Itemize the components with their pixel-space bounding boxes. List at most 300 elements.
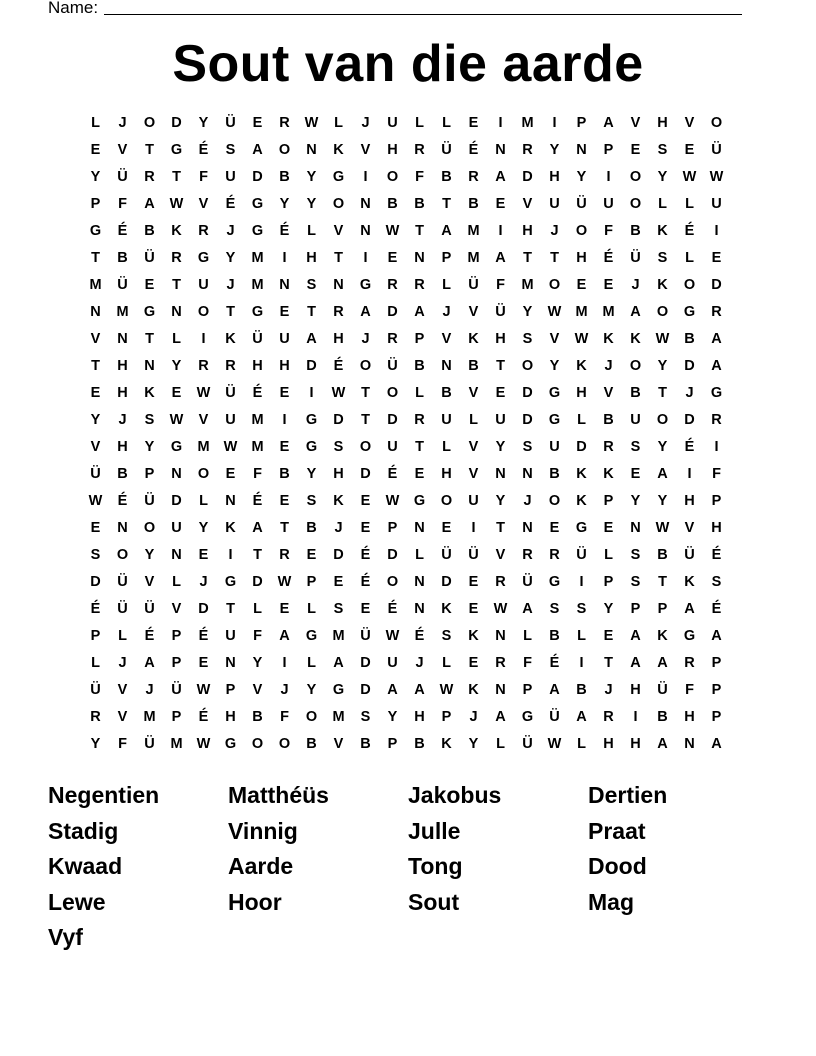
grid-cell: W [574, 331, 589, 347]
grid-cell: L [442, 655, 451, 671]
grid-cell: J [685, 385, 694, 401]
grid-cell: I [687, 466, 692, 482]
grid-cell: G [521, 709, 534, 725]
grid-cell: H [630, 682, 641, 698]
grid-cell: V [198, 412, 209, 428]
grid-cell: G [224, 736, 237, 752]
grid-cell: F [118, 196, 127, 212]
grid-cell: A [306, 331, 317, 347]
grid-cell: D [441, 574, 452, 590]
grid-cell: O [197, 466, 210, 482]
grid-cell: R [684, 655, 695, 671]
grid-cell: É [468, 142, 479, 158]
grid-cell: T [280, 520, 289, 536]
grid-cell: H [630, 736, 641, 752]
grid-cell: B [117, 250, 128, 266]
grid-cell: P [576, 115, 587, 131]
grid-cell: Y [90, 412, 101, 428]
grid-cell: Ü [90, 682, 101, 698]
grid-cell: V [630, 115, 641, 131]
grid-cell: Ü [90, 466, 101, 482]
grid-cell: E [90, 520, 101, 536]
grid-cell: E [711, 250, 722, 266]
grid-cell: É [360, 547, 371, 563]
grid-cell: B [144, 223, 155, 239]
grid-cell: A [549, 682, 560, 698]
name-underline [104, 14, 742, 15]
grid-cell: I [579, 655, 584, 671]
grid-cell: P [387, 736, 398, 752]
grid-cell: A [711, 331, 722, 347]
grid-cell: A [630, 304, 641, 320]
grid-cell: Y [495, 493, 506, 509]
grid-cell: T [658, 574, 667, 590]
grid-cell: O [548, 277, 561, 293]
grid-cell: O [629, 196, 642, 212]
grid-cell: R [387, 277, 398, 293]
grid-cell: A [711, 628, 722, 644]
grid-cell: T [145, 331, 154, 347]
grid-cell: Ü [522, 736, 533, 752]
grid-cell: D [252, 574, 263, 590]
grid-cell: I [498, 223, 503, 239]
grid-cell: B [549, 466, 560, 482]
grid-cell: I [633, 709, 638, 725]
grid-cell: M [116, 304, 129, 320]
grid-cell: K [468, 682, 479, 698]
grid-cell: É [252, 385, 263, 401]
grid-cell: N [279, 277, 290, 293]
grid-cell: D [576, 439, 587, 455]
grid-cell: J [631, 277, 640, 293]
grid-cell: É [387, 601, 398, 617]
grid-cell: L [442, 439, 451, 455]
grid-cell: U [225, 169, 236, 185]
grid-row [82, 677, 730, 704]
grid-cell: K [603, 331, 614, 347]
grid-cell: Y [144, 439, 155, 455]
grid-cell: D [360, 466, 371, 482]
grid-row [82, 434, 730, 461]
grid-cell: Ü [630, 250, 641, 266]
grid-cell: N [630, 520, 641, 536]
grid-cell: U [549, 196, 560, 212]
grid-cell: G [575, 520, 588, 536]
grid-cell: Ü [144, 601, 155, 617]
grid-cell: K [657, 277, 668, 293]
grid-cell: G [170, 142, 183, 158]
grid-cell: K [225, 520, 236, 536]
grid-cell: E [414, 466, 425, 482]
grid-cell: N [414, 574, 425, 590]
grid-cell: P [522, 682, 533, 698]
grid-cell: F [253, 628, 262, 644]
grid-cell: N [522, 466, 533, 482]
grid-cell: W [196, 385, 211, 401]
grid-cell: T [496, 358, 505, 374]
word-list-item: Hoor [228, 888, 282, 915]
grid-cell: H [441, 466, 452, 482]
grid-cell: E [387, 250, 398, 266]
word-list-item: Negentien [48, 782, 160, 808]
grid-cell: J [118, 655, 127, 671]
grid-cell: M [467, 223, 480, 239]
grid-cell: K [576, 493, 587, 509]
grid-cell: S [657, 142, 668, 158]
grid-cell: N [144, 358, 155, 374]
grid-cell: L [658, 196, 667, 212]
grid-cell: L [685, 196, 694, 212]
grid-cell: G [332, 169, 345, 185]
grid-cell: O [656, 304, 669, 320]
grid-cell: E [684, 142, 695, 158]
grid-cell: M [467, 250, 480, 266]
grid-cell: P [603, 493, 614, 509]
grid-cell: D [387, 547, 398, 563]
word-list-item: Sout [408, 888, 460, 915]
grid-row [82, 515, 730, 542]
grid-cell: S [522, 439, 533, 455]
grid-cell: Ü [468, 547, 479, 563]
grid-cell: V [468, 439, 479, 455]
grid-cell: P [90, 196, 101, 212]
grid-cell: K [468, 628, 479, 644]
grid-cell: W [547, 304, 562, 320]
grid-cell: G [548, 574, 561, 590]
grid-cell: Y [657, 439, 668, 455]
grid-cell: L [415, 547, 424, 563]
grid-cell: U [387, 439, 398, 455]
grid-cell: S [333, 439, 344, 455]
grid-cell: O [656, 412, 669, 428]
grid-row [82, 164, 730, 191]
grid-cell: M [521, 115, 534, 131]
grid-cell: W [655, 331, 670, 347]
grid-cell: O [116, 547, 129, 563]
grid-cell: Y [387, 709, 398, 725]
grid-cell: V [333, 736, 344, 752]
grid-cell: N [90, 304, 101, 320]
grid-cell: R [387, 331, 398, 347]
grid-cell: P [441, 709, 452, 725]
grid-cell: K [576, 466, 587, 482]
grid-cell: O [143, 520, 156, 536]
grid-cell: H [306, 250, 317, 266]
grid-cell: É [144, 628, 155, 644]
grid-cell: J [361, 115, 370, 131]
grid-cell: Y [306, 466, 317, 482]
grid-cell: H [657, 115, 668, 131]
grid-cell: H [711, 520, 722, 536]
grid-cell: L [253, 601, 262, 617]
grid-cell: F [496, 277, 505, 293]
grid-cell: Ü [657, 682, 668, 698]
grid-cell: L [172, 331, 181, 347]
grid-cell: F [415, 169, 424, 185]
grid-cell: U [279, 331, 290, 347]
grid-row [82, 569, 730, 596]
grid-cell: R [522, 142, 533, 158]
grid-cell: D [522, 169, 533, 185]
grid-cell: V [495, 547, 506, 563]
grid-cell: A [495, 709, 506, 725]
grid-cell: B [603, 412, 614, 428]
grid-cell: É [225, 196, 236, 212]
grid-row [82, 650, 730, 677]
grid-cell: P [711, 493, 722, 509]
grid-cell: N [360, 196, 371, 212]
grid-cell: V [549, 331, 560, 347]
grid-cell: P [711, 682, 722, 698]
grid-cell: N [441, 358, 452, 374]
grid-cell: J [604, 682, 613, 698]
grid-cell: Ü [144, 736, 155, 752]
grid-cell: T [307, 304, 316, 320]
grid-cell: R [279, 115, 290, 131]
grid-cell: W [655, 520, 670, 536]
grid-cell: A [144, 196, 155, 212]
grid-cell: A [657, 655, 668, 671]
grid-cell: E [360, 520, 371, 536]
grid-cell: U [387, 115, 398, 131]
grid-cell: E [630, 142, 641, 158]
grid-cell: R [414, 142, 425, 158]
grid-cell: P [171, 655, 182, 671]
grid-cell: Ü [252, 331, 263, 347]
grid-cell: G [224, 574, 237, 590]
grid-cell: F [523, 655, 532, 671]
grid-cell: L [334, 115, 343, 131]
grid-cell: É [90, 601, 101, 617]
grid-row [82, 623, 730, 650]
grid-cell: R [549, 547, 560, 563]
grid-cell: E [468, 601, 479, 617]
grid-cell: S [360, 709, 371, 725]
grid-cell: O [359, 358, 372, 374]
grid-cell: H [225, 709, 236, 725]
grid-cell: W [682, 169, 697, 185]
grid-cell: V [603, 385, 614, 401]
grid-cell: E [225, 466, 236, 482]
grid-cell: S [522, 331, 533, 347]
grid-cell: F [604, 223, 613, 239]
grid-cell: F [280, 709, 289, 725]
grid-cell: E [279, 304, 290, 320]
grid-cell: G [548, 385, 561, 401]
grid-cell: H [522, 223, 533, 239]
grid-cell: U [387, 655, 398, 671]
grid-cell: A [279, 628, 290, 644]
grid-cell: S [630, 574, 641, 590]
grid-cell: N [171, 304, 182, 320]
grid-cell: Y [657, 493, 668, 509]
grid-cell: O [278, 142, 291, 158]
grid-cell: S [630, 439, 641, 455]
grid-cell: E [576, 277, 587, 293]
grid-cell: U [225, 412, 236, 428]
grid-cell: N [495, 682, 506, 698]
grid-cell: Ü [117, 601, 128, 617]
grid-cell: Ü [711, 142, 722, 158]
grid-cell: N [414, 601, 425, 617]
grid-cell: H [333, 331, 344, 347]
grid-cell: A [684, 601, 695, 617]
grid-cell: G [683, 304, 696, 320]
grid-cell: P [387, 520, 398, 536]
grid-cell: R [495, 574, 506, 590]
grid-cell: K [441, 601, 452, 617]
grid-cell: K [603, 466, 614, 482]
grid-row [82, 110, 730, 137]
grid-cell: O [359, 439, 372, 455]
grid-cell: O [386, 574, 399, 590]
grid-cell: V [198, 196, 209, 212]
grid-cell: Ü [441, 547, 452, 563]
grid-cell: U [603, 196, 614, 212]
grid-cell: P [90, 628, 101, 644]
grid-cell: H [495, 331, 506, 347]
grid-cell: N [360, 223, 371, 239]
grid-cell: N [225, 655, 236, 671]
grid-cell: V [441, 331, 452, 347]
grid-cell: A [522, 601, 533, 617]
grid-cell: D [387, 304, 398, 320]
grid-cell: M [197, 439, 210, 455]
grid-cell: V [252, 682, 263, 698]
grid-cell: L [307, 655, 316, 671]
grid-cell: B [630, 385, 641, 401]
grid-cell: I [363, 250, 368, 266]
grid-cell: R [279, 547, 290, 563]
grid-cell: N [684, 736, 695, 752]
word-list-item: Vinnig [228, 817, 298, 844]
grid-cell: E [603, 520, 614, 536]
grid-cell: B [549, 628, 560, 644]
word-list-item: Julle [408, 817, 461, 844]
grid-cell: B [252, 709, 263, 725]
grid-cell: N [306, 142, 317, 158]
grid-cell: G [548, 412, 561, 428]
grid-cell: T [442, 196, 451, 212]
word-list [48, 778, 768, 956]
grid-cell: J [415, 655, 424, 671]
grid-cell: L [685, 250, 694, 266]
word-list-item: Jakobus [408, 782, 502, 808]
grid-cell: J [361, 331, 370, 347]
grid-cell: A [630, 655, 641, 671]
grid-cell: I [363, 169, 368, 185]
grid-cell: K [468, 331, 479, 347]
grid-cell: P [603, 574, 614, 590]
grid-cell: N [495, 628, 506, 644]
grid-row [82, 380, 730, 407]
grid-cell: B [468, 358, 479, 374]
grid-cell: Y [90, 736, 101, 752]
grid-cell: B [414, 358, 425, 374]
grid-cell: Ü [144, 250, 155, 266]
grid-cell: W [169, 412, 184, 428]
grid-cell: S [441, 628, 452, 644]
grid-cell: O [197, 304, 210, 320]
grid-cell: É [360, 574, 371, 590]
grid-cell: É [684, 223, 695, 239]
grid-cell: B [441, 169, 452, 185]
grid-cell: T [334, 250, 343, 266]
grid-cell: V [117, 709, 128, 725]
grid-cell: A [630, 628, 641, 644]
word-list-item: Vyf [48, 924, 83, 950]
grid-cell: H [576, 250, 587, 266]
grid-cell: E [171, 385, 182, 401]
grid-cell: A [387, 682, 398, 698]
grid-cell: É [711, 601, 722, 617]
grid-cell: I [579, 574, 584, 590]
grid-cell: Y [198, 115, 209, 131]
word-list-item: Kwaad [48, 853, 123, 879]
grid-cell: N [576, 142, 587, 158]
grid-cell: S [549, 601, 560, 617]
grid-cell: N [225, 493, 236, 509]
grid-cell: Y [657, 358, 668, 374]
grid-cell: A [603, 115, 614, 131]
grid-cell: I [714, 439, 719, 455]
grid-cell: D [306, 358, 317, 374]
grid-cell: E [333, 574, 344, 590]
grid-cell: W [331, 385, 346, 401]
grid-cell: O [629, 169, 642, 185]
grid-cell: I [498, 115, 503, 131]
grid-cell: W [439, 682, 454, 698]
grid-row [82, 137, 730, 164]
grid-cell: M [332, 709, 345, 725]
grid-cell: É [198, 628, 209, 644]
grid-cell: P [144, 466, 155, 482]
grid-cell: D [198, 601, 209, 617]
grid-cell: P [225, 682, 236, 698]
grid-cell: Y [576, 169, 587, 185]
grid-cell: A [414, 682, 425, 698]
grid-cell: Y [198, 520, 209, 536]
grid-cell: Ü [576, 547, 587, 563]
grid-cell: E [360, 601, 371, 617]
grid-cell: L [469, 412, 478, 428]
grid-cell: G [683, 628, 696, 644]
grid-cell: F [118, 736, 127, 752]
grid-cell: R [171, 250, 182, 266]
grid-cell: G [143, 304, 156, 320]
grid-cell: S [306, 493, 317, 509]
grid-cell: U [225, 628, 236, 644]
grid-cell: O [386, 169, 399, 185]
grid-cell: É [198, 709, 209, 725]
grid-cell: B [414, 196, 425, 212]
grid-cell: W [169, 196, 184, 212]
word-list-item: Aarde [228, 853, 294, 879]
grid-cell: L [577, 412, 586, 428]
grid-cell: U [630, 412, 641, 428]
grid-cell: P [306, 574, 317, 590]
grid-cell: O [521, 358, 534, 374]
grid-cell: Y [657, 169, 668, 185]
grid-cell: G [305, 439, 318, 455]
grid-cell: J [523, 493, 532, 509]
grid-cell: S [657, 250, 668, 266]
grid-cell: H [333, 466, 344, 482]
grid-cell: M [521, 277, 534, 293]
grid-cell: Y [549, 142, 560, 158]
grid-cell: I [282, 412, 287, 428]
grid-cell: I [201, 331, 206, 347]
